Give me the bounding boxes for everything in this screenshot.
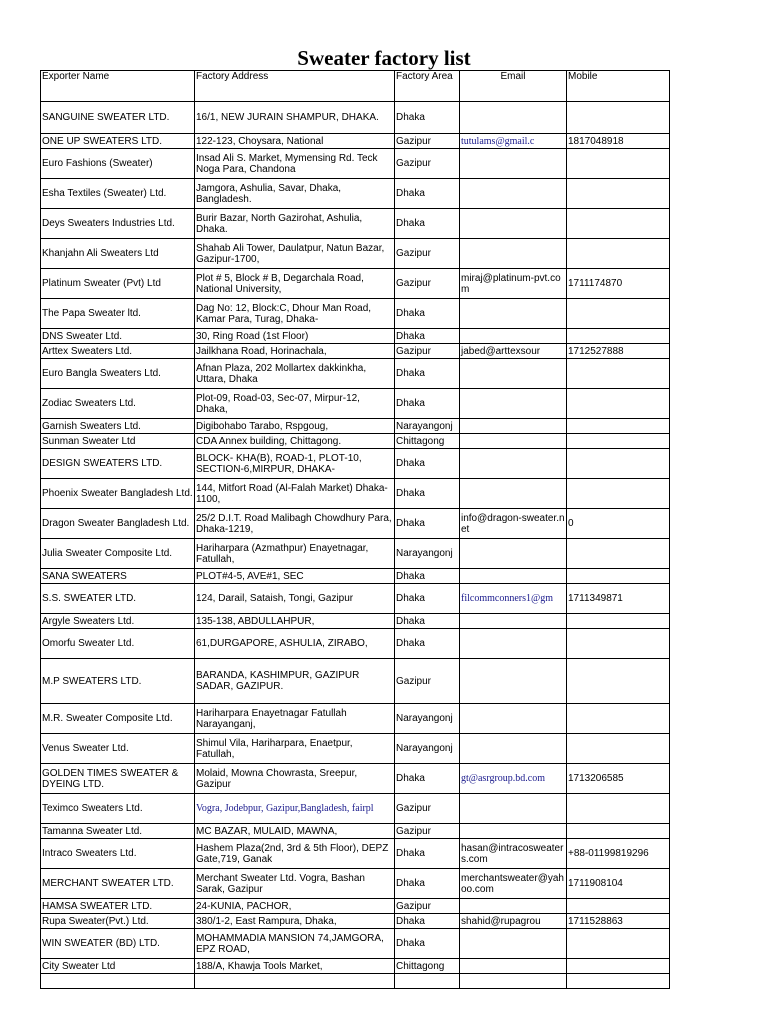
- mobile-cell: +88-01199819296: [567, 839, 670, 869]
- factory-address-cell: 25/2 D.I.T. Road Malibagh Chowdhury Para, Dhaka-1219,: [195, 509, 395, 539]
- table-row: [41, 614, 670, 629]
- exporter-name-cell: Phoenix Sweater Bangladesh Ltd.: [41, 479, 195, 509]
- factory-address-cell: PLOT#4-5, AVE#1, SEC: [195, 569, 395, 584]
- exporter-name-cell: Euro Fashions (Sweater): [41, 149, 195, 179]
- factory-address-cell: Plot-09, Road-03, Sec-07, Mirpur-12, Dhaka,: [195, 389, 395, 419]
- factory-address-cell: Afnan Plaza, 202 Mollartex dakkinkha, Uttara, Dhaka: [195, 359, 395, 389]
- email-cell: merchantsweater@yahoo.com: [460, 869, 567, 899]
- factory-area-cell: Dhaka: [395, 102, 460, 134]
- factory-area-cell: Dhaka: [395, 869, 460, 899]
- table-row: [41, 239, 670, 269]
- exporter-name-cell: Dragon Sweater Bangladesh Ltd.: [41, 509, 195, 539]
- email-cell: hasan@intracosweaters.com: [460, 839, 567, 869]
- table-row: [41, 659, 670, 704]
- factory-area-cell: Narayangonj: [395, 539, 460, 569]
- exporter-name-cell: Rupa Sweater(Pvt.) Ltd.: [41, 914, 195, 929]
- mobile-cell: 0: [567, 509, 670, 539]
- table-row: [41, 299, 670, 329]
- table-row: [41, 509, 670, 539]
- factory-area-cell: Gazipur: [395, 149, 460, 179]
- factory-address-cell: 24-KUNIA, PACHOR,: [195, 899, 395, 914]
- mobile-cell: [567, 149, 670, 179]
- table-row: [41, 269, 670, 299]
- mobile-cell: [567, 102, 670, 134]
- email-cell: [460, 419, 567, 434]
- email-cell: [460, 434, 567, 449]
- header-exporter-name: Exporter Name: [41, 71, 195, 102]
- factory-address-cell: CDA Annex building, Chittagong.: [195, 434, 395, 449]
- exporter-name-cell: MERCHANT SWEATER LTD.: [41, 869, 195, 899]
- exporter-name-cell: M.P SWEATERS LTD.: [41, 659, 195, 704]
- table-row: [41, 134, 670, 149]
- factory-address-cell: 122-123, Choysara, National: [195, 134, 395, 149]
- factory-area-cell: Dhaka: [395, 509, 460, 539]
- exporter-name-cell: WIN SWEATER (BD) LTD.: [41, 929, 195, 959]
- mobile-cell: [567, 179, 670, 209]
- mobile-cell: 1711174870: [567, 269, 670, 299]
- email-cell: [460, 734, 567, 764]
- mobile-cell: [567, 929, 670, 959]
- factory-area-cell: Dhaka: [395, 764, 460, 794]
- table-row: [41, 929, 670, 959]
- email-cell: [460, 539, 567, 569]
- factory-area-cell: Gazipur: [395, 794, 460, 824]
- exporter-name-cell: Argyle Sweaters Ltd.: [41, 614, 195, 629]
- table-row: [41, 914, 670, 929]
- factory-area-cell: Gazipur: [395, 824, 460, 839]
- exporter-name-cell: GOLDEN TIMES SWEATER & DYEING LTD.: [41, 764, 195, 794]
- email-cell: [460, 629, 567, 659]
- factory-address-cell: Digibohabo Tarabo, Rspgoug,: [195, 419, 395, 434]
- exporter-name-cell: Omorfu Sweater Ltd.: [41, 629, 195, 659]
- email-cell: shahid@rupagrou: [460, 914, 567, 929]
- table-row: [41, 899, 670, 914]
- header-factory-area: Factory Area: [395, 71, 460, 102]
- factory-area-cell: Gazipur: [395, 899, 460, 914]
- table-row: [41, 389, 670, 419]
- exporter-name-cell: Zodiac Sweaters Ltd.: [41, 389, 195, 419]
- factory-address-cell: 188/A, Khawja Tools Market,: [195, 959, 395, 974]
- factory-area-cell: Gazipur: [395, 269, 460, 299]
- factory-area-cell: Dhaka: [395, 299, 460, 329]
- factory-area-cell: Dhaka: [395, 569, 460, 584]
- email-cell: filcommconners1@gm: [460, 584, 567, 614]
- factory-table: [40, 70, 670, 989]
- mobile-cell: 1711349871: [567, 584, 670, 614]
- mobile-cell: [567, 794, 670, 824]
- factory-area-cell: Gazipur: [395, 134, 460, 149]
- exporter-name-cell: Platinum Sweater (Pvt) Ltd: [41, 269, 195, 299]
- factory-address-cell: MOHAMMADIA MANSION 74,JAMGORA, EPZ ROAD,: [195, 929, 395, 959]
- table-row: [41, 704, 670, 734]
- mobile-cell: [567, 434, 670, 449]
- mobile-cell: [567, 239, 670, 269]
- factory-address-cell: 30, Ring Road (1st Floor): [195, 329, 395, 344]
- table-row: [41, 359, 670, 389]
- factory-address-cell: Hariharpara Enayetnagar Fatullah Narayanganj,: [195, 704, 395, 734]
- exporter-name-cell: Deys Sweaters Industries Ltd.: [41, 209, 195, 239]
- mobile-cell: [567, 209, 670, 239]
- mobile-cell: [567, 704, 670, 734]
- factory-area-cell: Dhaka: [395, 629, 460, 659]
- email-cell: jabed@arttexsour: [460, 344, 567, 359]
- mobile-cell: 1711908104: [567, 869, 670, 899]
- email-cell: [460, 299, 567, 329]
- email-cell: gt@asrgroup.bd.com: [460, 764, 567, 794]
- factory-area-cell: Dhaka: [395, 179, 460, 209]
- mobile-cell: 1711528863: [567, 914, 670, 929]
- table-row: [41, 149, 670, 179]
- email-cell: [460, 449, 567, 479]
- table-row: [41, 869, 670, 899]
- table-row: [41, 584, 670, 614]
- exporter-name-cell: S.S. SWEATER LTD.: [41, 584, 195, 614]
- email-cell: [460, 149, 567, 179]
- factory-area-cell: [395, 974, 460, 989]
- header-email: Email: [460, 71, 567, 102]
- factory-area-cell: Dhaka: [395, 839, 460, 869]
- factory-address-cell: 144, Mitfort Road (Al-Falah Market) Dhaka-1100,: [195, 479, 395, 509]
- email-cell: info@dragon-sweater.net: [460, 509, 567, 539]
- email-cell: [460, 359, 567, 389]
- factory-area-cell: Dhaka: [395, 914, 460, 929]
- mobile-cell: [567, 359, 670, 389]
- mobile-cell: [567, 449, 670, 479]
- exporter-name-cell: Sunman Sweater Ltd: [41, 434, 195, 449]
- factory-area-cell: Dhaka: [395, 614, 460, 629]
- factory-address-cell: MC BAZAR, MULAID, MAWNA,: [195, 824, 395, 839]
- table-row: [41, 449, 670, 479]
- factory-address-cell: 16/1, NEW JURAIN SHAMPUR, DHAKA.: [195, 102, 395, 134]
- factory-area-cell: Dhaka: [395, 329, 460, 344]
- mobile-cell: [567, 569, 670, 584]
- mobile-cell: [567, 974, 670, 989]
- table-row: [41, 329, 670, 344]
- mobile-cell: [567, 539, 670, 569]
- table-row: [41, 824, 670, 839]
- exporter-name-cell: City Sweater Ltd: [41, 959, 195, 974]
- email-cell: [460, 899, 567, 914]
- table-row: [41, 539, 670, 569]
- factory-area-cell: Dhaka: [395, 359, 460, 389]
- factory-address-cell: Dag No: 12, Block:C, Dhour Man Road, Kamar Para, Turag, Dhaka-: [195, 299, 395, 329]
- table-row: [41, 569, 670, 584]
- factory-area-cell: Dhaka: [395, 389, 460, 419]
- email-cell: [460, 569, 567, 584]
- email-cell: [460, 239, 567, 269]
- table-row: [41, 959, 670, 974]
- table-row: [41, 419, 670, 434]
- mobile-cell: [567, 629, 670, 659]
- mobile-cell: [567, 899, 670, 914]
- factory-address-cell: BARANDA, KASHIMPUR, GAZIPUR SADAR, GAZIPUR.: [195, 659, 395, 704]
- email-cell: [460, 102, 567, 134]
- email-cell: [460, 659, 567, 704]
- factory-area-cell: Dhaka: [395, 449, 460, 479]
- email-cell: [460, 974, 567, 989]
- email-cell: [460, 209, 567, 239]
- exporter-name-cell: Esha Textiles (Sweater) Ltd.: [41, 179, 195, 209]
- factory-address-cell: Shimul Vila, Hariharpara, Enaetpur, Fatullah,: [195, 734, 395, 764]
- email-cell: [460, 794, 567, 824]
- exporter-name-cell: DESIGN SWEATERS LTD.: [41, 449, 195, 479]
- factory-address-cell: Jailkhana Road, Horinachala,: [195, 344, 395, 359]
- factory-address-cell: Jamgora, Ashulia, Savar, Dhaka, Bangladesh.: [195, 179, 395, 209]
- factory-area-cell: Dhaka: [395, 584, 460, 614]
- factory-area-cell: Chittagong: [395, 959, 460, 974]
- table-row: [41, 839, 670, 869]
- exporter-name-cell: Julia Sweater Composite Ltd.: [41, 539, 195, 569]
- exporter-name-cell: The Papa Sweater ltd.: [41, 299, 195, 329]
- exporter-name-cell: Venus Sweater Ltd.: [41, 734, 195, 764]
- exporter-name-cell: Khanjahn Ali Sweaters Ltd: [41, 239, 195, 269]
- header-mobile: Mobile: [567, 71, 670, 102]
- factory-address-cell: 61,DURGAPORE, ASHULIA, ZIRABO,: [195, 629, 395, 659]
- mobile-cell: [567, 419, 670, 434]
- table-row: [41, 344, 670, 359]
- exporter-name-cell: DNS Sweater Ltd.: [41, 329, 195, 344]
- factory-address-cell: Insad Ali S. Market, Mymensing Rd. Teck Noga Para, Chandona: [195, 149, 395, 179]
- table-header-row: [41, 71, 670, 102]
- exporter-name-cell: Arttex Sweaters Ltd.: [41, 344, 195, 359]
- factory-area-cell: Gazipur: [395, 344, 460, 359]
- email-cell: [460, 704, 567, 734]
- mobile-cell: [567, 659, 670, 704]
- table-row: [41, 764, 670, 794]
- table-row: [41, 434, 670, 449]
- table-row: [41, 179, 670, 209]
- email-cell: [460, 389, 567, 419]
- factory-address-cell: Hashem Plaza(2nd, 3rd & 5th Floor), DEPZ Gate,719, Ganak: [195, 839, 395, 869]
- mobile-cell: [567, 959, 670, 974]
- mobile-cell: [567, 614, 670, 629]
- factory-address-cell: Shahab Ali Tower, Daulatpur, Natun Bazar, Gazipur-1700,: [195, 239, 395, 269]
- email-cell: [460, 329, 567, 344]
- factory-address-cell: 380/1-2, East Rampura, Dhaka,: [195, 914, 395, 929]
- factory-area-cell: Gazipur: [395, 659, 460, 704]
- exporter-name-cell: SANGUINE SWEATER LTD.: [41, 102, 195, 134]
- email-cell: [460, 179, 567, 209]
- table-row: [41, 794, 670, 824]
- factory-address-cell: Merchant Sweater Ltd. Vogra, Bashan Sarak, Gazipur: [195, 869, 395, 899]
- email-cell: [460, 959, 567, 974]
- factory-address-cell: 124, Darail, Sataish, Tongi, Gazipur: [195, 584, 395, 614]
- email-cell: [460, 929, 567, 959]
- factory-area-cell: Gazipur: [395, 239, 460, 269]
- table-row: [41, 734, 670, 764]
- document-title: Sweater factory list: [297, 46, 471, 70]
- factory-address-cell: Plot # 5, Block # B, Degarchala Road, National University,: [195, 269, 395, 299]
- exporter-name-cell: SANA SWEATERS: [41, 569, 195, 584]
- exporter-name-cell: Tamanna Sweater Ltd.: [41, 824, 195, 839]
- factory-area-cell: Narayangonj: [395, 419, 460, 434]
- factory-address-cell: [195, 974, 395, 989]
- factory-address-cell: Vogra, Jodebpur, Gazipur,Bangladesh, fairpl: [195, 794, 395, 824]
- email-cell: [460, 824, 567, 839]
- header-factory-address: Factory Address: [195, 71, 395, 102]
- exporter-name-cell: [41, 974, 195, 989]
- exporter-name-cell: Intraco Sweaters Ltd.: [41, 839, 195, 869]
- table-row: [41, 974, 670, 989]
- email-cell: tutulams@gmail.c: [460, 134, 567, 149]
- table-row: [41, 209, 670, 239]
- table-row: [41, 629, 670, 659]
- factory-area-cell: Dhaka: [395, 929, 460, 959]
- mobile-cell: [567, 734, 670, 764]
- exporter-name-cell: HAMSA SWEATER LTD.: [41, 899, 195, 914]
- exporter-name-cell: M.R. Sweater Composite Ltd.: [41, 704, 195, 734]
- factory-area-cell: Chittagong: [395, 434, 460, 449]
- email-cell: miraj@platinum-pvt.com: [460, 269, 567, 299]
- factory-address-cell: BLOCK- KHA(B), ROAD-1, PLOT-10, SECTION-6,MIRPUR, DHAKA-: [195, 449, 395, 479]
- factory-area-cell: Dhaka: [395, 479, 460, 509]
- table-row: [41, 479, 670, 509]
- mobile-cell: 1712527888: [567, 344, 670, 359]
- email-cell: [460, 479, 567, 509]
- factory-area-cell: Narayangonj: [395, 734, 460, 764]
- table-body: [41, 102, 670, 989]
- factory-address-cell: 135-138, ABDULLAHPUR,: [195, 614, 395, 629]
- mobile-cell: [567, 479, 670, 509]
- exporter-name-cell: ONE UP SWEATERS LTD.: [41, 134, 195, 149]
- exporter-name-cell: Garnish Sweaters Ltd.: [41, 419, 195, 434]
- mobile-cell: 1817048918: [567, 134, 670, 149]
- factory-address-cell: Molaid, Mowna Chowrasta, Sreepur, Gazipur: [195, 764, 395, 794]
- email-cell: [460, 614, 567, 629]
- factory-area-cell: Dhaka: [395, 209, 460, 239]
- factory-area-cell: Narayangonj: [395, 704, 460, 734]
- mobile-cell: [567, 299, 670, 329]
- factory-address-cell: Hariharpara (Azmathpur) Enayetnagar, Fatullah,: [195, 539, 395, 569]
- table-row: [41, 102, 670, 134]
- exporter-name-cell: Teximco Sweaters Ltd.: [41, 794, 195, 824]
- mobile-cell: [567, 329, 670, 344]
- factory-address-cell: Burir Bazar, North Gazirohat, Ashulia, Dhaka.: [195, 209, 395, 239]
- mobile-cell: [567, 389, 670, 419]
- exporter-name-cell: Euro Bangla Sweaters Ltd.: [41, 359, 195, 389]
- mobile-cell: 1713206585: [567, 764, 670, 794]
- mobile-cell: [567, 824, 670, 839]
